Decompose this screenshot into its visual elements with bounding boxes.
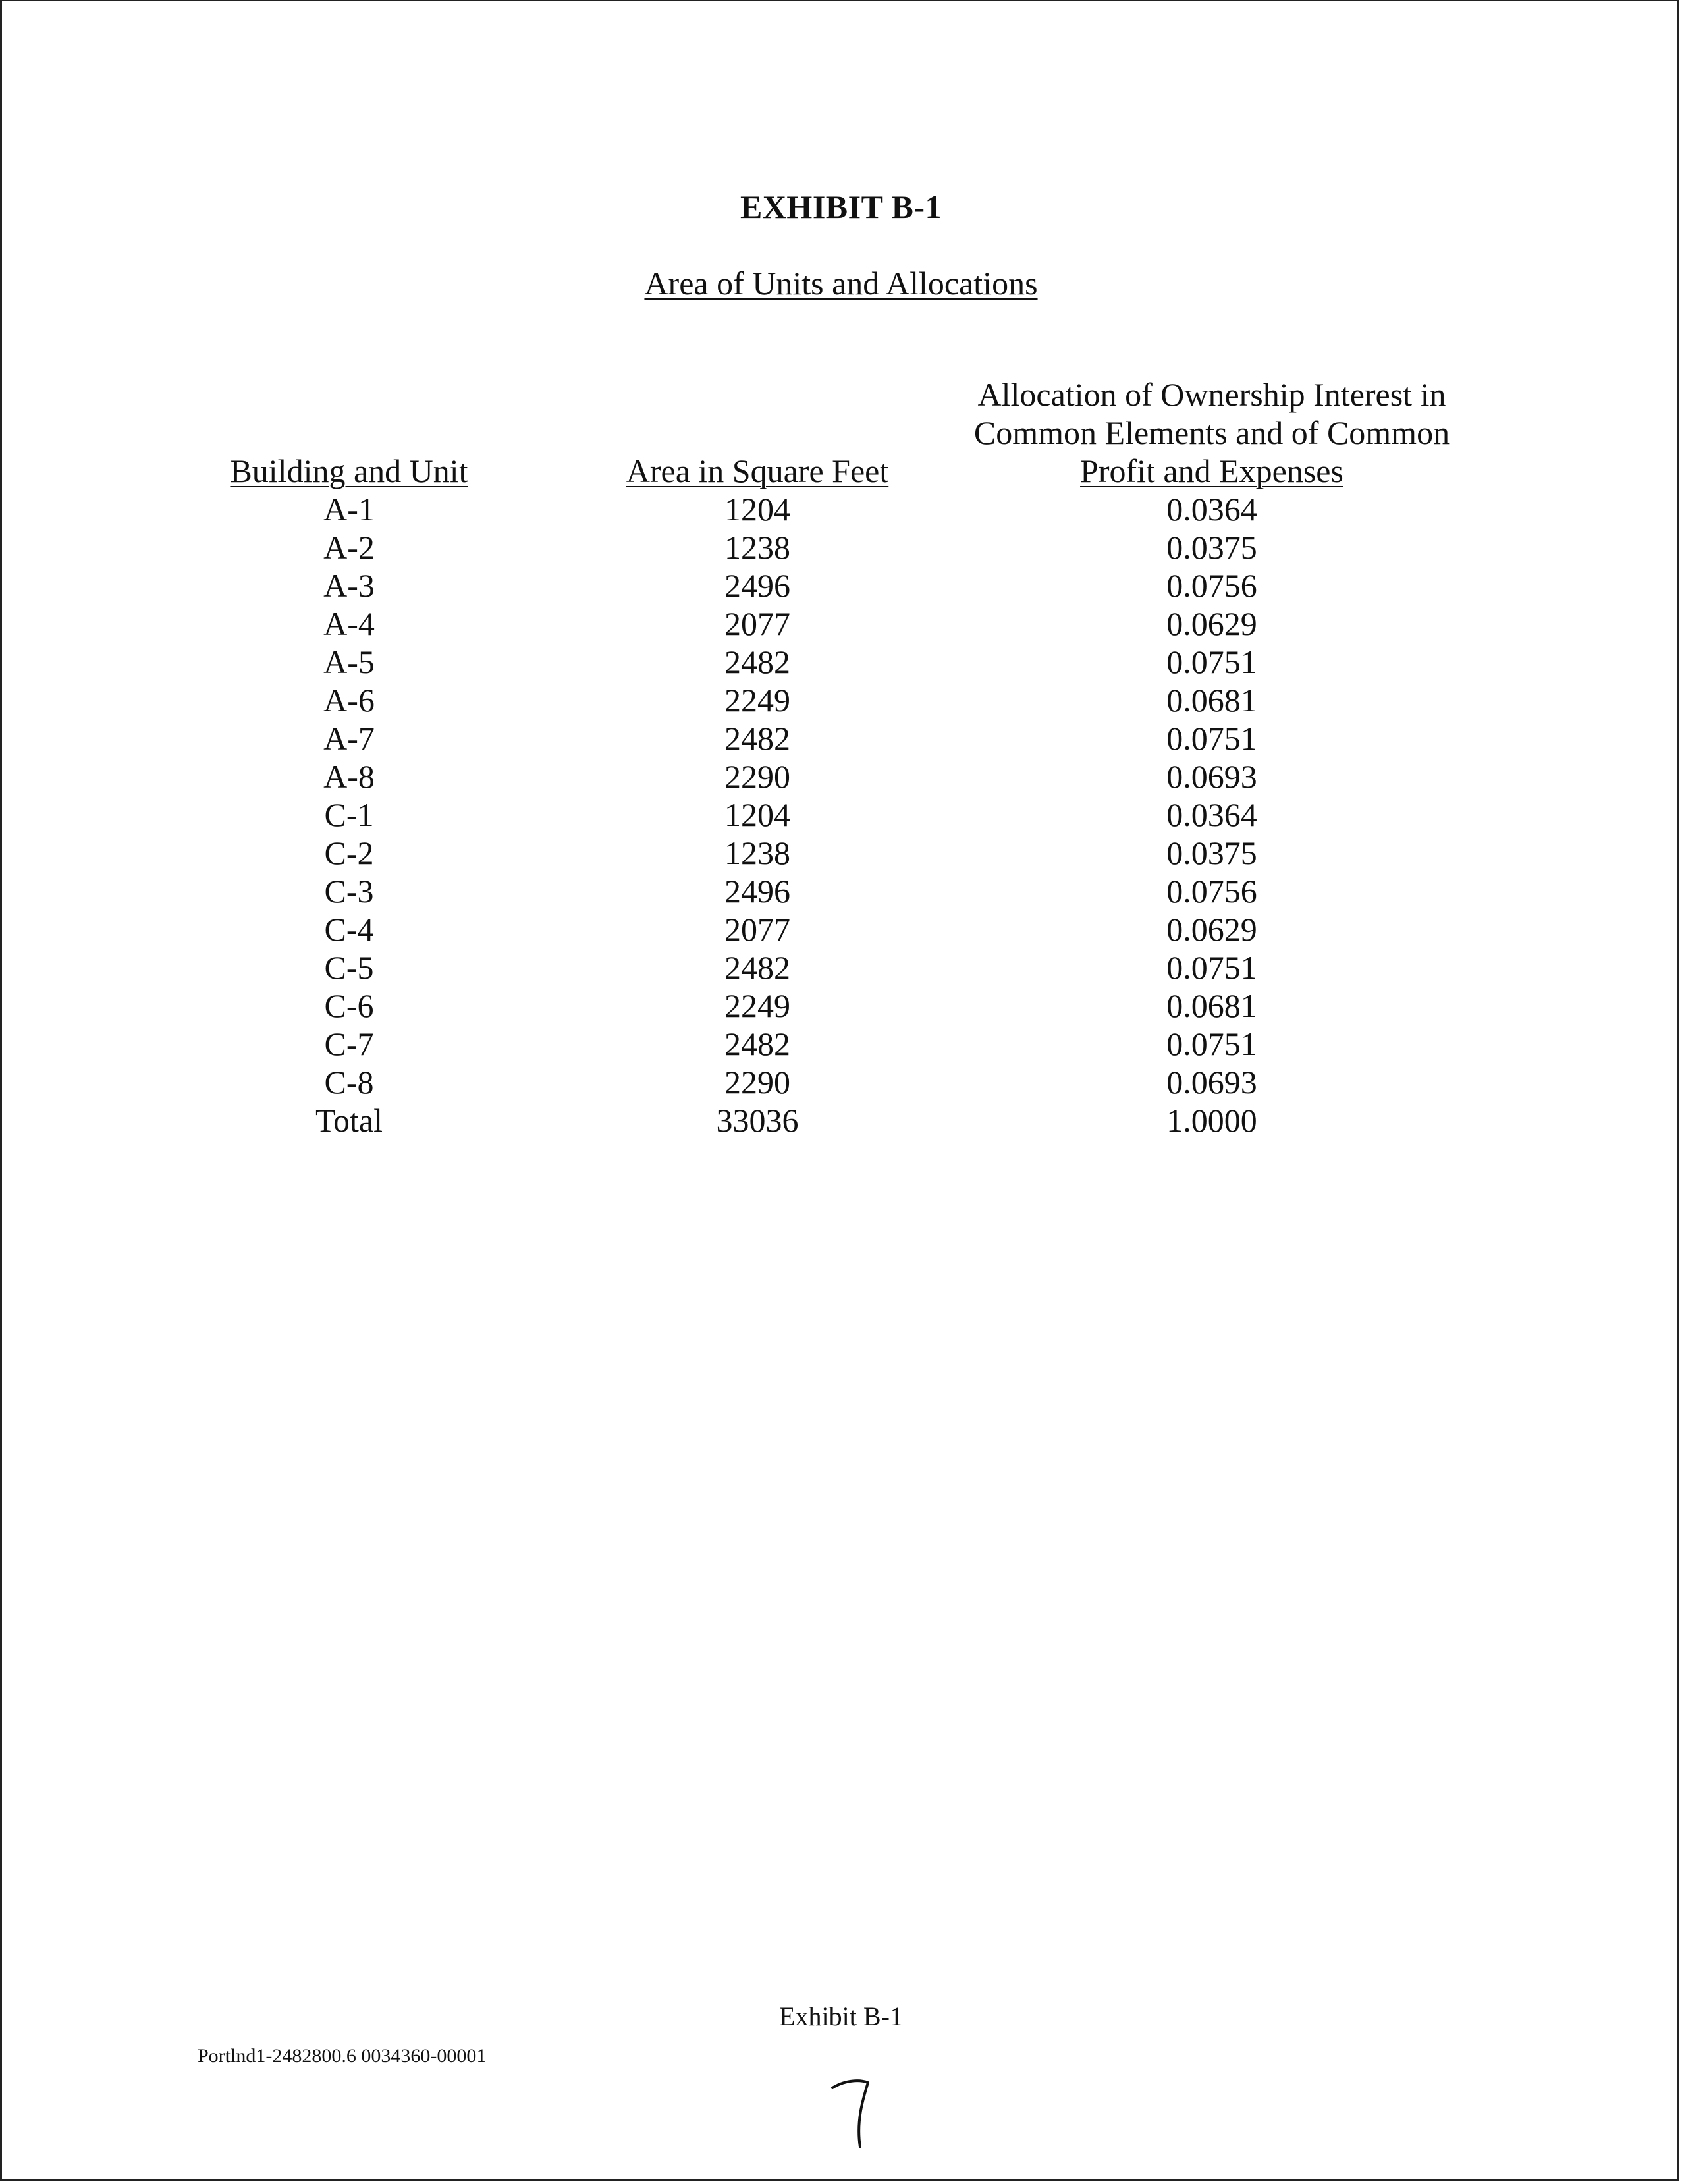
allocation-cell: 0.0375: [1166, 529, 1257, 566]
exhibit-subtitle-text: Area of Units and Allocations: [644, 265, 1038, 302]
area-cell: 1204: [724, 796, 790, 833]
unit-cell: C-7: [324, 1025, 374, 1062]
area-cell: 2482: [724, 949, 790, 986]
exhibit-subtitle: [0, 263, 1682, 303]
area-cell: 2482: [724, 643, 790, 680]
unit-header-cell: [217, 375, 481, 490]
allocation-header-line2: Common Elements and of Common: [973, 414, 1450, 451]
total-area-cell: 33036: [716, 1102, 799, 1139]
allocation-cell: 0.0681: [1166, 987, 1257, 1024]
unit-header: Building and Unit: [230, 452, 468, 489]
area-cell: 2290: [724, 1064, 790, 1101]
allocation-cell: 0.0693: [1166, 758, 1257, 795]
unit-cell: A-7: [323, 720, 375, 757]
unit-cell: C-8: [324, 1064, 374, 1101]
area-cell: 2290: [724, 758, 790, 795]
unit-cell: A-3: [323, 567, 375, 604]
area-cell: 2496: [724, 873, 790, 910]
allocation-cell: 0.0364: [1166, 796, 1257, 833]
allocation-cell: 0.0629: [1166, 911, 1257, 948]
handwritten-page-number: [823, 2073, 882, 2152]
area-header: Area in Square Feet: [626, 452, 889, 489]
allocation-column: [948, 375, 1475, 1139]
footer-doc-id: Portlnd1-2482800.6 0034360-00001: [198, 2045, 487, 2067]
allocation-cell: 0.0751: [1166, 720, 1257, 757]
allocation-cell: 0.0681: [1166, 682, 1257, 719]
unit-column: [217, 375, 481, 1139]
unit-cell: A-5: [323, 643, 375, 680]
area-cell: 1238: [724, 529, 790, 566]
allocation-cell: 0.0756: [1166, 873, 1257, 910]
allocation-header-line1: Allocation of Ownership Interest in: [977, 376, 1446, 413]
area-header-cell: [580, 375, 935, 490]
area-cell: 1204: [724, 491, 790, 528]
area-cell: 2496: [724, 567, 790, 604]
allocation-cell: 0.0756: [1166, 567, 1257, 604]
area-cell: 2482: [724, 1025, 790, 1062]
allocation-cell: 0.0693: [1166, 1064, 1257, 1101]
allocation-cell: 0.0364: [1166, 491, 1257, 528]
area-cell: 2482: [724, 720, 790, 757]
allocation-cell: 0.0751: [1166, 949, 1257, 986]
allocation-cell: 0.0629: [1166, 605, 1257, 642]
footer-page-label: Exhibit B-1: [779, 2002, 903, 2031]
allocation-cell: 0.0375: [1166, 834, 1257, 871]
unit-cell: A-4: [323, 605, 375, 642]
unit-cell: C-1: [324, 796, 374, 833]
unit-cell: A-6: [323, 682, 375, 719]
allocation-cell: 0.0751: [1166, 1025, 1257, 1062]
area-cell: 2077: [724, 605, 790, 642]
allocation-header-cell: [948, 375, 1475, 490]
area-cell: 2077: [724, 911, 790, 948]
exhibit-title: EXHIBIT B-1: [740, 188, 942, 225]
unit-cell: C-4: [324, 911, 374, 948]
unit-cell: C-5: [324, 949, 374, 986]
area-cell: 2249: [724, 987, 790, 1024]
total-allocation-cell: 1.0000: [1166, 1102, 1257, 1139]
area-cell: 1238: [724, 834, 790, 871]
area-column: [580, 375, 935, 1139]
allocation-cell: 0.0751: [1166, 643, 1257, 680]
unit-cell: C-2: [324, 834, 374, 871]
unit-cell: A-2: [323, 529, 375, 566]
allocation-header-line3: Profit and Expenses: [1080, 452, 1343, 489]
unit-cell: C-6: [324, 987, 374, 1024]
unit-cell: A-8: [323, 758, 375, 795]
unit-cell: C-3: [324, 873, 374, 910]
unit-cell: A-1: [323, 491, 375, 528]
total-unit-cell: Total: [315, 1102, 383, 1139]
area-cell: 2249: [724, 682, 790, 719]
